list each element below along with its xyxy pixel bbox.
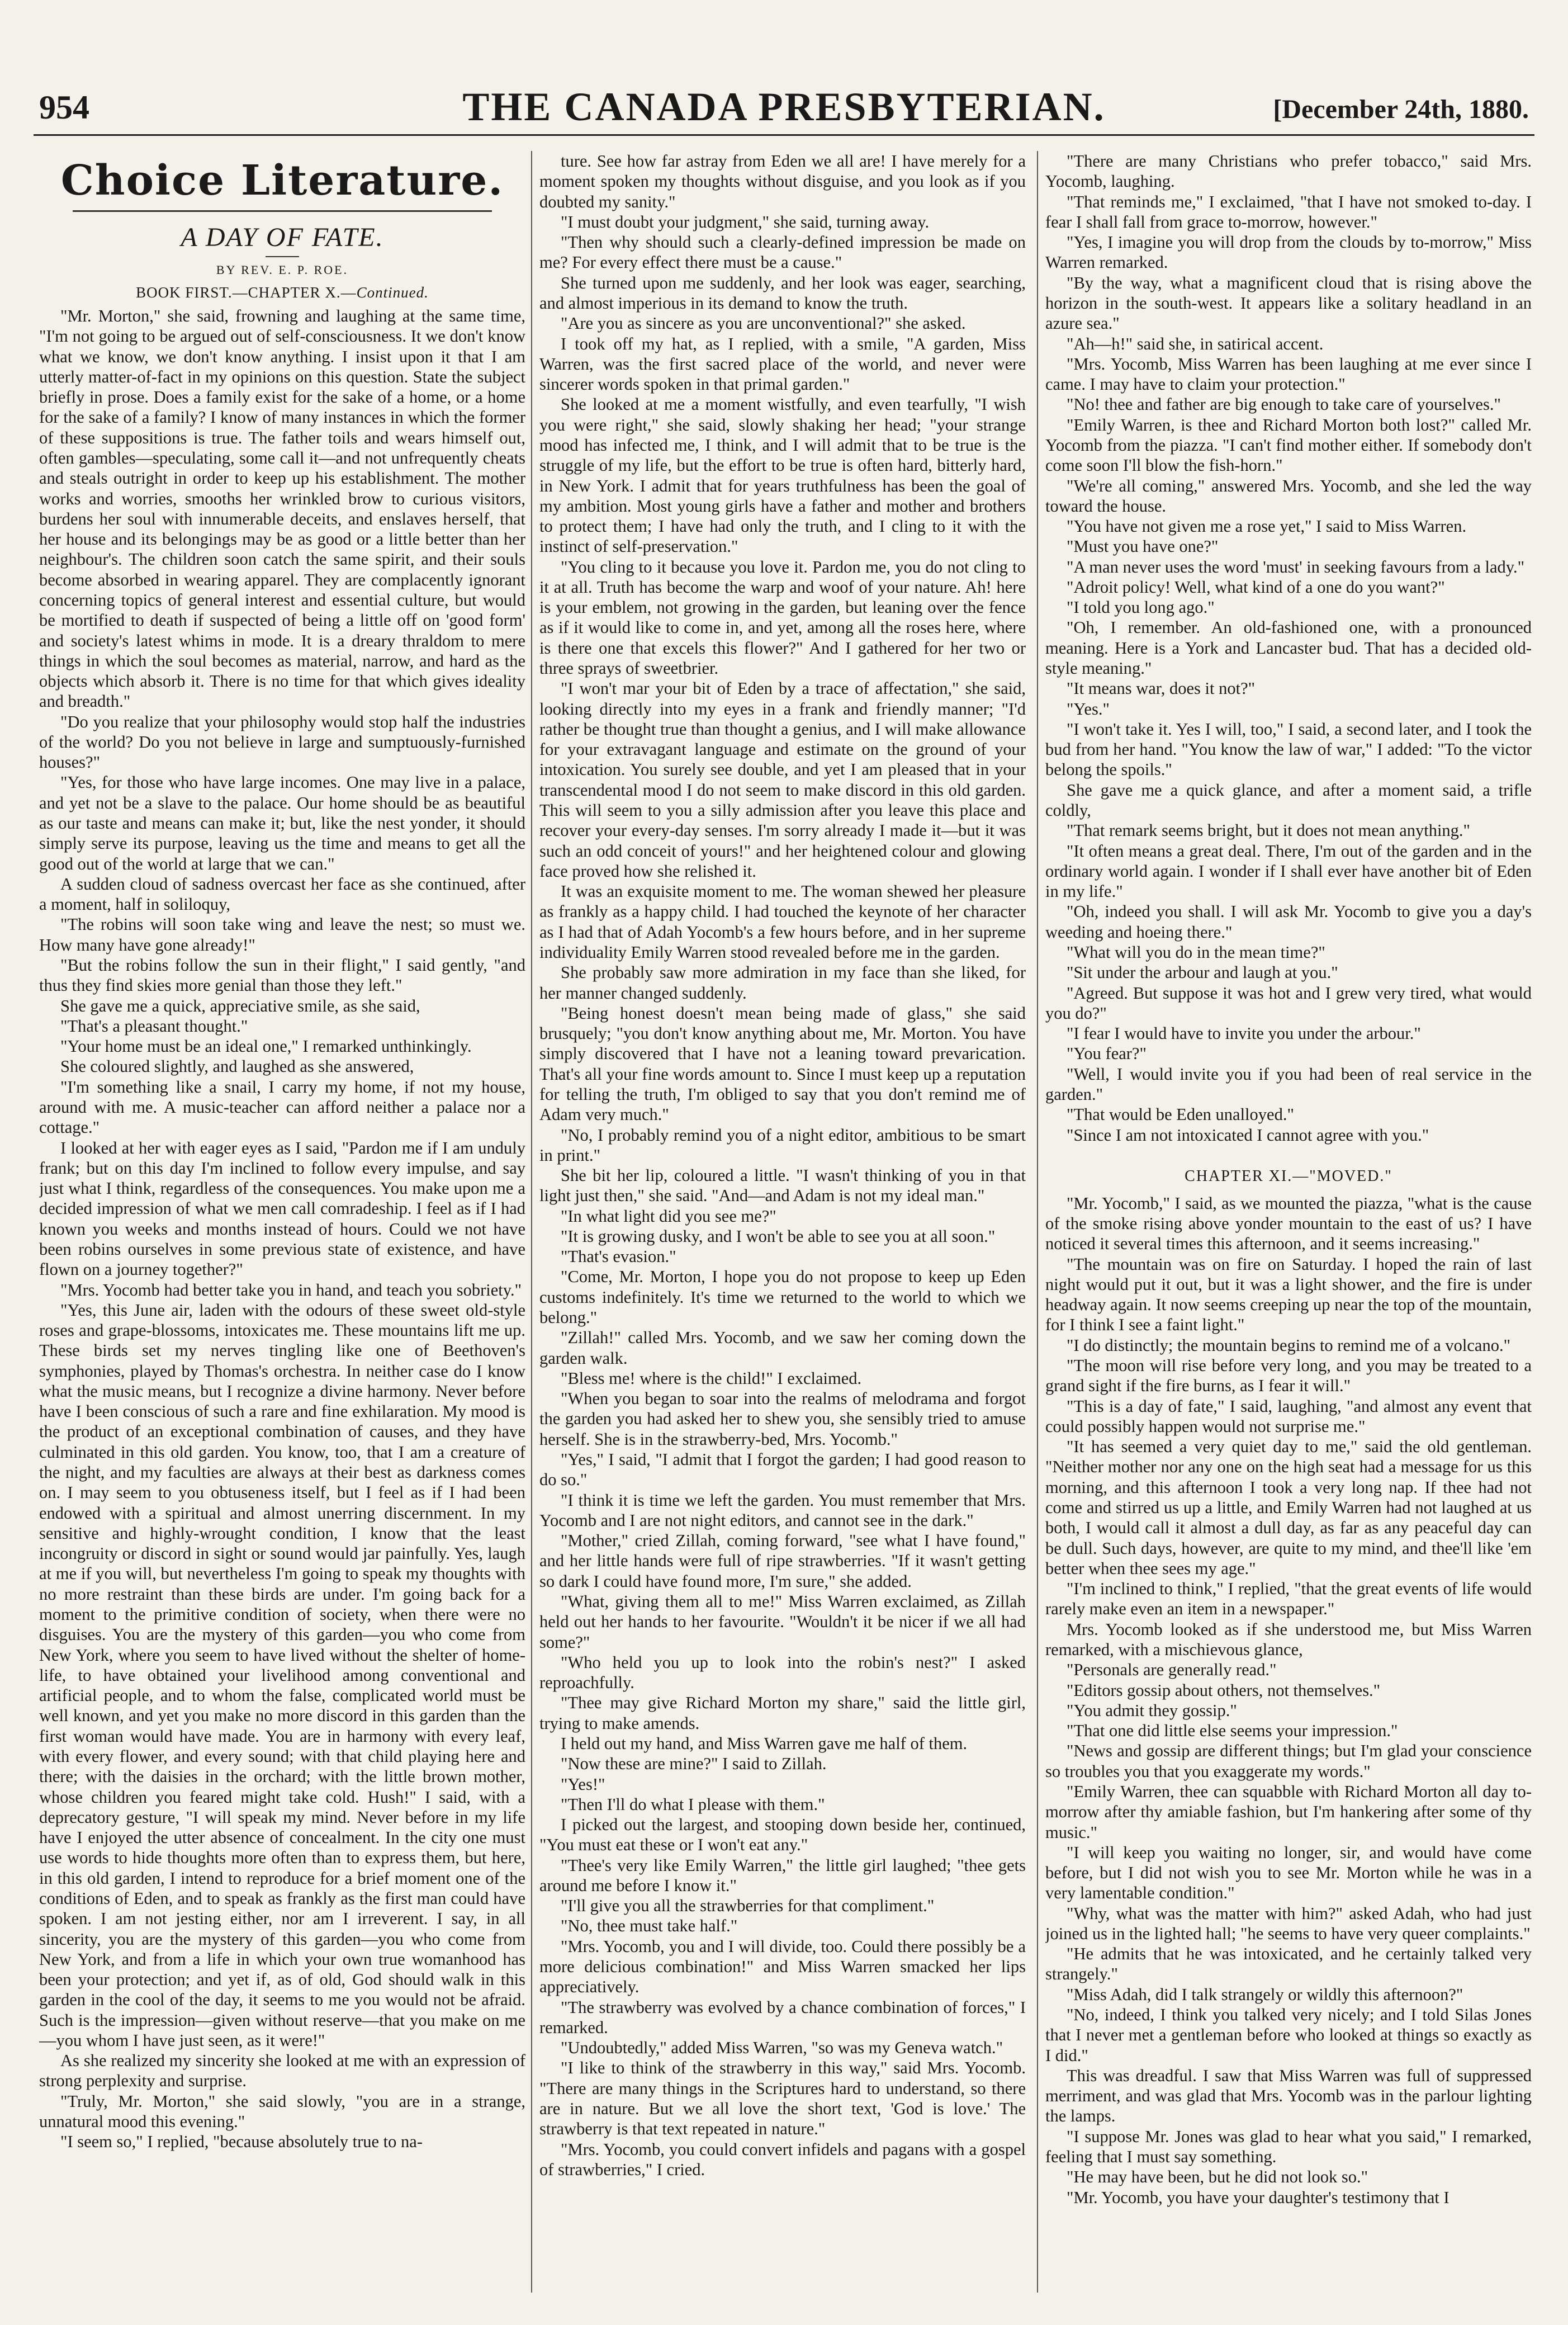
paragraph: "This is a day of fate," I said, laughing, "and almost any event that could possibly happen would not surprise me." bbox=[1045, 1396, 1532, 1436]
paragraph: "Bless me! where is the child!" I exclaimed. bbox=[561, 1368, 862, 1388]
paragraph: "Since I am not intoxicated I cannot agree with you." bbox=[1067, 1125, 1429, 1145]
paragraph: "I seem so," I replied, "because absolutely true to na- bbox=[60, 2132, 423, 2152]
paragraph: "You cling to it because you love it. Pardon me, you do not cling to it at all. Truth has become the warp and woof of your nature. Ah! here is your emblem, not growing in the garden, but leaning over the fence as if it would like to come in, and yet, among all the roses here, where is there one that excels this flower?" And I gathered for her two or three sprays of sweetbrier. bbox=[539, 557, 1026, 678]
chapter-xi-heading: CHAPTER XI.—"MOVED." bbox=[1185, 1167, 1392, 1185]
paragraph: "Mrs. Yocomb had better take you in hand, and teach you sobriety." bbox=[60, 1280, 522, 1299]
paragraph: "A man never uses the word 'must' in seeking favours from a lady." bbox=[1067, 557, 1525, 576]
column-2-body bbox=[539, 151, 1026, 2180]
paragraph: "Yes." bbox=[1067, 699, 1110, 719]
paragraph: "I won't take it. Yes I will, too," I said, a second later, and I took the bud from her hand. "You know the law of war," I added: "To the victor belong the spoils." bbox=[1045, 719, 1532, 779]
paragraph: "The robins will soon take wing and leave the nest; so must we. How many have gone already!" bbox=[39, 915, 525, 954]
paragraph: "Thee's very like Emily Warren," the little girl laughed; "thee gets around me before I know it." bbox=[539, 1855, 1026, 1895]
paragraph: She probably saw more admiration in my face than she liked, for her manner changed suddenly. bbox=[539, 963, 1026, 1003]
paragraph: She gave me a quick, appreciative smile, as she said, bbox=[60, 996, 420, 1015]
paragraph: "Emily Warren, thee can squabble with Richard Morton all day to-morrow after thy amiable fashion, but I'm hankering after some of thy music." bbox=[1045, 1781, 1532, 1842]
paragraph: "It is growing dusky, and I won't be able to see you at all soon." bbox=[561, 1226, 996, 1246]
paragraph: "Sit under the arbour and laugh at you." bbox=[1067, 963, 1338, 982]
paragraph: "We're all coming," answered Mrs. Yocomb, and she led the way toward the house. bbox=[1045, 476, 1532, 516]
title-rule bbox=[266, 256, 299, 257]
column-3-body-part-1 bbox=[1045, 151, 1532, 1145]
story-title: A DAY OF FATE. bbox=[181, 223, 384, 252]
paragraph: "By the way, what a magnificent cloud that is rising above the horizon in the south-west. It appears like a solitary headland in an azure sea." bbox=[1045, 273, 1532, 333]
paragraph: "I fear I would have to invite you under the arbour." bbox=[1067, 1024, 1421, 1043]
paragraph: "What, giving them all to me!" Miss Warren exclaimed, as Zillah held out her hands to her favourite. "Wouldn't it be nicer if we all had some?" bbox=[539, 1591, 1026, 1652]
paragraph: "What will you do in the mean time?" bbox=[1067, 942, 1325, 962]
paragraph: "I will keep you waiting no longer, sir, and would have come before, but I did not wish you to see Mr. Morton while he was in a very lamentable condition." bbox=[1045, 1842, 1532, 1903]
paragraph: It was an exquisite moment to me. The woman shewed her pleasure as frankly as a happy child. I had touched the keynote of her character as I had that of Adah Yocomb's a few hours before, and in her supreme individuality Emily Warren stood revealed before me in the garden. bbox=[539, 882, 1026, 962]
paragraph: "The strawberry was evolved by a chance combination of forces," I remarked. bbox=[539, 1997, 1026, 2037]
paragraph: "The mountain was on fire on Saturday. I hoped the rain of last night would put it out, but it was a light shower, and the fire is under headway again. It now seems creeping up near the top of the mountain, for I think I see a faint light." bbox=[1045, 1254, 1532, 1335]
paragraph: "I think it is time we left the garden. You must remember that Mrs. Yocomb and I are not night editors, and cannot see in the dark." bbox=[539, 1490, 1026, 1530]
paragraph: This was dreadful. I saw that Miss Warren was full of suppressed merriment, and was glad that Mrs. Yocomb was in the parlour lighting the lamps. bbox=[1045, 2066, 1532, 2126]
paragraph: "But the robins follow the sun in their flight," I said gently, "and thus they find skies more genial than those they left." bbox=[39, 956, 525, 995]
column-1 bbox=[39, 151, 525, 2293]
paragraph: "Zillah!" called Mrs. Yocomb, and we saw her coming down the garden walk. bbox=[539, 1328, 1026, 1368]
paragraph: "Then why should such a clearly-defined impression be made on me? For every effect there must be a cause." bbox=[539, 233, 1026, 272]
column-divider bbox=[1037, 151, 1038, 2293]
paragraph: "Mr. Yocomb, you have your daughter's testimony that I bbox=[1067, 2187, 1449, 2207]
paragraph: "That one did little else seems your impression." bbox=[1067, 1721, 1398, 1741]
paragraph: "I must doubt your judgment," she said, turning away. bbox=[561, 212, 930, 231]
paragraph: "Emily Warren, is thee and Richard Morton both lost?" called Mr. Yocomb from the piazza. "I can't find mother either. If somebody don't come soon I'll blow the fish-horn." bbox=[1045, 415, 1532, 475]
paragraph: Mrs. Yocomb looked as if she understood me, but Miss Warren remarked, with a mischievous glance, bbox=[1045, 1619, 1532, 1659]
paragraph: "I suppose Mr. Jones was glad to hear what you said," I remarked, feeling that I must say something. bbox=[1045, 2126, 1532, 2166]
newspaper-title: THE CANADA PRESBYTERIAN. bbox=[462, 84, 1106, 129]
byline: BY REV. E. P. ROE. bbox=[216, 263, 349, 277]
paragraph: "That would be Eden unalloyed." bbox=[1067, 1105, 1294, 1124]
paragraph: "It means war, does it not?" bbox=[1067, 679, 1256, 698]
paragraph: She turned upon me suddenly, and her look was eager, searching, and almost imperious in its demand to know the truth. bbox=[539, 273, 1026, 313]
paragraph: "Why, what was the matter with him?" asked Adah, who had just joined us in the lighted hall; "he seems to have very queer complaints." bbox=[1045, 1903, 1532, 1943]
paragraph: "Mr. Morton," she said, frowning and laughing at the same time, "I'm not going to be argued out of self-consciousness. It we don't know what we know, we don't know anything. I insist upon it that I am utterly matter-of-fact in my opinions on this question. State the subject briefly in prose. Does a family exist for the sake of a home, or a home for the sake of a family? I know of many instances in which the former of these suppositions is true. The father toils and wears himself out, often gambles—speculating, some call it—and not unfrequently cheats and steals outright in order to keep up his establishment. The mother works and worries, smooths her wrinkled brow to curious visitors, burdens her soul with innumerable deceits, and enslaves herself, that her house and its belongings may be as good or a little better than her neighbour's. The children soon catch the same spirit, and their souls become absorbed in wearing apparel. They are complacently ignorant concerning topics of general interest and essential culture, but would be mortified to death if suspected of being a little off on 'good form' and society's latest whims in mode. It is a dreary thraldom to mere things in which the soul becomes as material, narrow, and hard as the objects which absorb it. There is no time for that which gives ideality and breadth." bbox=[39, 306, 525, 711]
paragraph: "Mother," cried Zillah, coming forward, "see what I have found," and her little hands were full of ripe strawberries. "If it wasn't getting so dark I could have found more, I'm sure," she added. bbox=[539, 1531, 1026, 1591]
paragraph: "Yes, for those who have large incomes. One may live in a palace, and yet not be a slave to the palace. Our home should be as beautiful as our taste and means can make it; but, like the nest yonder, it should simply serve its purpose, leaving us the time and means to get all the good out of the world at large that we can." bbox=[39, 773, 525, 873]
masthead bbox=[34, 84, 1534, 136]
paragraph: "I do distinctly; the mountain begins to remind me of a volcano." bbox=[1067, 1335, 1511, 1355]
paragraph: "Oh, I remember. An old-fashioned one, with a pronounced meaning. Here is a York and Lancaster bud. That has a decided old-style meaning." bbox=[1045, 618, 1532, 678]
chapter-heading bbox=[39, 284, 525, 301]
paragraph: As she realized my sincerity she looked at me with an expression of strong perplexity and surprise. bbox=[39, 2051, 525, 2091]
paragraph: "Being honest doesn't mean being made of glass," she said brusquely; "you don't know anything about me, Mr. Morton. You have simply discovered that I have not a leaning toward prevarication. That's all your fine words amount to. Since I must keep up a reputation for telling the truth, I'm obliged to say that you don't remind me of Adam very much." bbox=[539, 1003, 1026, 1124]
paragraph: "I'm something like a snail, I carry my home, if not my house, around with me. A music-teacher can afford neither a palace nor a cottage." bbox=[39, 1077, 525, 1137]
paragraph: "That reminds me," I exclaimed, "that I have not smoked to-day. I fear I shall fall from grace to-morrow, however." bbox=[1045, 192, 1532, 231]
paragraph: "He may have been, but he did not look so." bbox=[1067, 2167, 1368, 2187]
paragraph: "Who held you up to look into the robin's nest?" I asked reproachfully. bbox=[539, 1652, 1026, 1693]
paragraph: "That remark seems bright, but it does not mean anything." bbox=[1067, 821, 1471, 840]
paragraph: "Are you as sincere as you are unconventional?" she asked. bbox=[561, 314, 966, 333]
paragraph: "Adroit policy! Well, what kind of a one do you want?" bbox=[1067, 577, 1445, 597]
paragraph: "Yes," I said, "I admit that I forgot the garden; I had good reason to do so." bbox=[539, 1450, 1026, 1490]
section-rule bbox=[73, 210, 492, 212]
paragraph: "In what light did you see me?" bbox=[561, 1206, 776, 1226]
paragraph: I held out my hand, and Miss Warren gave me half of them. bbox=[561, 1733, 968, 1753]
page-number: 954 bbox=[39, 89, 89, 126]
column-2 bbox=[539, 151, 1026, 2293]
paragraph: "Thee may give Richard Morton my share," said the little girl, trying to make amends. bbox=[539, 1693, 1026, 1733]
paragraph: "Yes, this June air, laden with the odours of these sweet old-style roses and grape-blossoms, intoxicates me. These mountains lift me up. These birds set my nerves tingling like one of Beethoven's symphonies, played by Thomas's orchestra. In neither case do I know what the music means, but I recognize a divine harmony. Never before have I been conscious of such a rare and fine exhilaration. My mood is the product of an exceptional combination of causes, and they have culminated in this old garden. You know, too, that I am a creature of the night, and my faculties are always at their best as darkness comes on. I may seem to you obtuseness itself, but I feel as if I had been endowed with a spiritual and almost unerring discernment. In my sensitive and highly-wrought condition, I know that the least incongruity or discord in sight or sound would jar painfully. Yes, laugh at me if you will, but nevertheless I'm going to speak my thoughts with no more restraint than these birds are under. I'm going back for a moment to the primitive condition of society, when there were no disguises. You are the mystery of this garden—you who come from New York, where you seem to have lived without the shelter of home-life, to have obtained your livelihood among conventional and artificial people, and to whom the false, complicated world must be well known, and yet you make no more discord in this garden than the first woman would have made. You are in harmony with every leaf, with every flower, and every sound; with that child playing here and there; with the daisies in the orchard; with the little brown mother, whose children you feared might take cold. Hush!" I said, with a deprecatory gesture, "I will speak my mind. Never before in my life have I enjoyed the utter absence of concealment. In the city one must use words to hide thoughts more often than to express them, but here, in this old garden, I intend to reproduce for a brief moment one of the conditions of Eden, and to speak as frankly as the first man could have spoken. I am not jesting either, nor am I irreverent. I say, in all sincerity, you are the mystery of this garden—you who come from New York, and from a life in which your own true womanhood has been your protection; and yet if, as of old, God should walk in this garden in the cool of the day, it seems to me you would not be afraid. Such is the impression—given without reserve—that you make on me—you whom I have just seen, as it were!" bbox=[39, 1300, 525, 2050]
paragraph: ture. See how far astray from Eden we all are! I have merely for a moment spoken my thoughts without disguise, and you look as if you doubted my sanity." bbox=[539, 152, 1026, 211]
column-1-body bbox=[39, 306, 525, 2152]
chapter-label: BOOK FIRST.—CHAPTER X.— bbox=[136, 284, 357, 301]
paragraph: "Do you realize that your philosophy would stop half the industries of the world? Do you not believe in large and sumptuously-furnished houses?" bbox=[39, 712, 525, 772]
paragraph: "Personals are generally read." bbox=[1067, 1660, 1277, 1680]
paragraph: "You fear?" bbox=[1067, 1044, 1147, 1064]
paragraph: I looked at her with eager eyes as I said, "Pardon me if I am unduly frank; but on this day I'm inclined to follow every impulse, and say just what I think, regardless of the consequences. You make upon me a decided impression of what we men call comradeship. I feel as if I had known you weeks and months instead of hours. Could we not have been robins ourselves in some previous state of existence, and have flown on a journey together?" bbox=[39, 1138, 525, 1279]
paragraph: I picked out the largest, and stooping down beside her, continued, "You must eat these or I won't eat any." bbox=[539, 1815, 1026, 1855]
paragraph: "No! thee and father are big enough to take care of yourselves." bbox=[1067, 395, 1501, 414]
paragraph: "Undoubtedly," added Miss Warren, "so was my Geneva watch." bbox=[561, 2038, 1003, 2058]
paragraph: "You admit they gossip." bbox=[1067, 1700, 1237, 1720]
paragraph: "Mrs. Yocomb, you could convert infidels and pagans with a gospel of strawberries," I cried. bbox=[539, 2139, 1026, 2179]
paragraph: "Truly, Mr. Morton," she said slowly, "you are in a strange, unnatural mood this evening." bbox=[39, 2091, 525, 2132]
paragraph: "No, thee must take half." bbox=[561, 1916, 738, 1936]
section-title: Choice Literature. bbox=[60, 157, 504, 205]
issue-date: [December 24th, 1880. bbox=[1273, 94, 1529, 124]
paragraph: "There are many Christians who prefer tobacco," said Mrs. Yocomb, laughing. bbox=[1045, 152, 1532, 191]
paragraph: "You have not given me a rose yet," I said to Miss Warren. bbox=[1067, 517, 1467, 536]
column-3-body-part-2 bbox=[1045, 1193, 1532, 2208]
paragraph: "Mr. Yocomb," I said, as we mounted the piazza, "what is the cause of the smoke rising above yonder mountain to the east of us? I have noticed it several times this afternoon, and it seems increasing." bbox=[1045, 1193, 1532, 1254]
paragraph: "Miss Adah, did I talk strangely or wildly this afternoon?" bbox=[1067, 1984, 1463, 2004]
paragraph: "Mrs. Yocomb, you and I will divide, too. Could there possibly be a more delicious combination!" and Miss Warren smacked her lips appreciatively. bbox=[539, 1936, 1026, 1997]
paragraph: "Editors gossip about others, not themselves." bbox=[1067, 1680, 1381, 1700]
column-divider bbox=[531, 151, 532, 2293]
paragraph: "No, indeed, I think you talked very nicely; and I told Silas Jones that I never met a gentleman before who looked at things so exactly as I did." bbox=[1045, 2005, 1532, 2065]
paragraph: "Come, Mr. Morton, I hope you do not propose to keep up Eden customs indefinitely. It's time we returned to the world to which we belong." bbox=[539, 1267, 1026, 1327]
paragraph: "That's evasion." bbox=[561, 1247, 676, 1267]
paragraph: "When you began to soar into the realms of melodrama and forgot the garden you had asked her to shew you, she sensibly tried to amuse herself. She is in the strawberry-bed, Mrs. Yocomb." bbox=[539, 1389, 1026, 1449]
paragraph: "He admits that he was intoxicated, and he certainly talked very strangely." bbox=[1045, 1944, 1532, 1984]
paragraph: "Well, I would invite you if you had been of real service in the garden." bbox=[1045, 1064, 1532, 1104]
paragraph: "I'll give you all the strawberries for that compliment." bbox=[561, 1896, 935, 1916]
paragraph: I took off my hat, as I replied, with a smile, "A garden, Miss Warren, was the first sacred place of the world, and never were sincerer words spoken in that primal garden." bbox=[539, 334, 1026, 394]
paragraph: "Yes, I imagine you will drop from the clouds by to-morrow," Miss Warren remarked. bbox=[1045, 233, 1532, 272]
paragraph: "Your home must be an ideal one," I remarked unthinkingly. bbox=[60, 1037, 472, 1056]
paragraph: She gave me a quick glance, and after a moment said, a trifle coldly, bbox=[1045, 780, 1532, 820]
paragraph: "Then I'll do what I please with them." bbox=[561, 1794, 825, 1814]
paragraph: "I told you long ago." bbox=[1067, 598, 1215, 617]
paragraph: "I'm inclined to think," I replied, "that the great events of life would rarely make even an item in a newspaper." bbox=[1045, 1579, 1532, 1619]
paragraph: "That's a pleasant thought." bbox=[60, 1016, 248, 1036]
paragraph: "I like to think of the strawberry in this way," said Mrs. Yocomb. "There are many things in the Scriptures hard to understand, so there are in nature. But we all love the short text, 'God is love.' The strawberry is that text repeated in nature." bbox=[539, 2058, 1026, 2139]
paragraph: "Oh, indeed you shall. I will ask Mr. Yocomb to give you a day's weeding and hoeing there." bbox=[1045, 902, 1532, 942]
paragraph: "No, I probably remind you of a night editor, ambitious to be smart in print." bbox=[539, 1125, 1026, 1165]
paragraph: "Must you have one?" bbox=[1067, 537, 1219, 556]
paragraph: "Now these are mine?" I said to Zillah. bbox=[561, 1754, 827, 1774]
paragraph: She coloured slightly, and laughed as she answered, bbox=[60, 1057, 414, 1076]
paragraph: "It has seemed a very quiet day to me," said the old gentleman. "Neither mother nor any one on the high seat had a message for us this morning, and this afternoon I took a very long nap. If thee had not come and stirred us up a little, and Emily Warren had not laughed at us both, I would call it almost a dull day, as far as any peaceful day can be dull. Such days, however, are quite to my mind, and thee'll like 'em better when thee sees my age." bbox=[1045, 1437, 1532, 1578]
paragraph: "It often means a great deal. There, I'm out of the garden and in the ordinary world again. I wonder if I shall ever have another bit of Eden in my life." bbox=[1045, 841, 1532, 901]
paragraph: She bit her lip, coloured a little. "I wasn't thinking of you in that light just then," she said. "And—and Adam is not my ideal man." bbox=[539, 1166, 1026, 1206]
paragraph: A sudden cloud of sadness overcast her face as she continued, after a moment, half in soliloquy, bbox=[39, 874, 525, 914]
paragraph: "The moon will rise before very long, and you may be treated to a grand sight if the fire burns, as I fear it will." bbox=[1045, 1356, 1532, 1396]
column-3 bbox=[1045, 151, 1532, 2293]
paragraph: "Yes!" bbox=[561, 1774, 605, 1794]
paragraph: "Mrs. Yocomb, Miss Warren has been laughing at me ever since I came. I may have to claim your protection." bbox=[1045, 354, 1532, 394]
paragraph: "Ah—h!" said she, in satirical accent. bbox=[1067, 334, 1324, 353]
paragraph: "Agreed. But suppose it was hot and I grew very tired, what would you do?" bbox=[1045, 983, 1532, 1023]
paragraph: "I won't mar your bit of Eden by a trace of affectation," she said, looking directly into my eyes in a frank and friendly manner; "I'd rather be thought true than thought a genius, and I will make allowance for your extravagant language and estimate on the ground of your intoxication. You surely see double, and yet I am pleased that in your transcendental mood I do not seem to make discord in this old garden. This will seem to you a silly admission after you leave this place and recover your every-day senses. I'm sorry already I made it—but it was such an odd conceit of yours!" and her heightened colour and glowing face proved how she relished it. bbox=[539, 679, 1026, 881]
paragraph: She looked at me a moment wistfully, and even tearfully, "I wish you were right," she said, slowly shaking her head; "your strange mood has infected me, I think, and I will admit that to be true is the struggle of my life, but the effort to be true is often hard, bitterly hard, in New York. I admit that for years truthfulness has been the goal of my ambition. Most young girls have a father and mother and brothers to protect them; I have had only the truth, and I cling to it with the instinct of self-preservation." bbox=[539, 395, 1026, 556]
chapter-continued: Continued. bbox=[356, 284, 429, 301]
paragraph: "News and gossip are different things; but I'm glad your conscience so troubles you that you exaggerate my words." bbox=[1045, 1741, 1532, 1781]
